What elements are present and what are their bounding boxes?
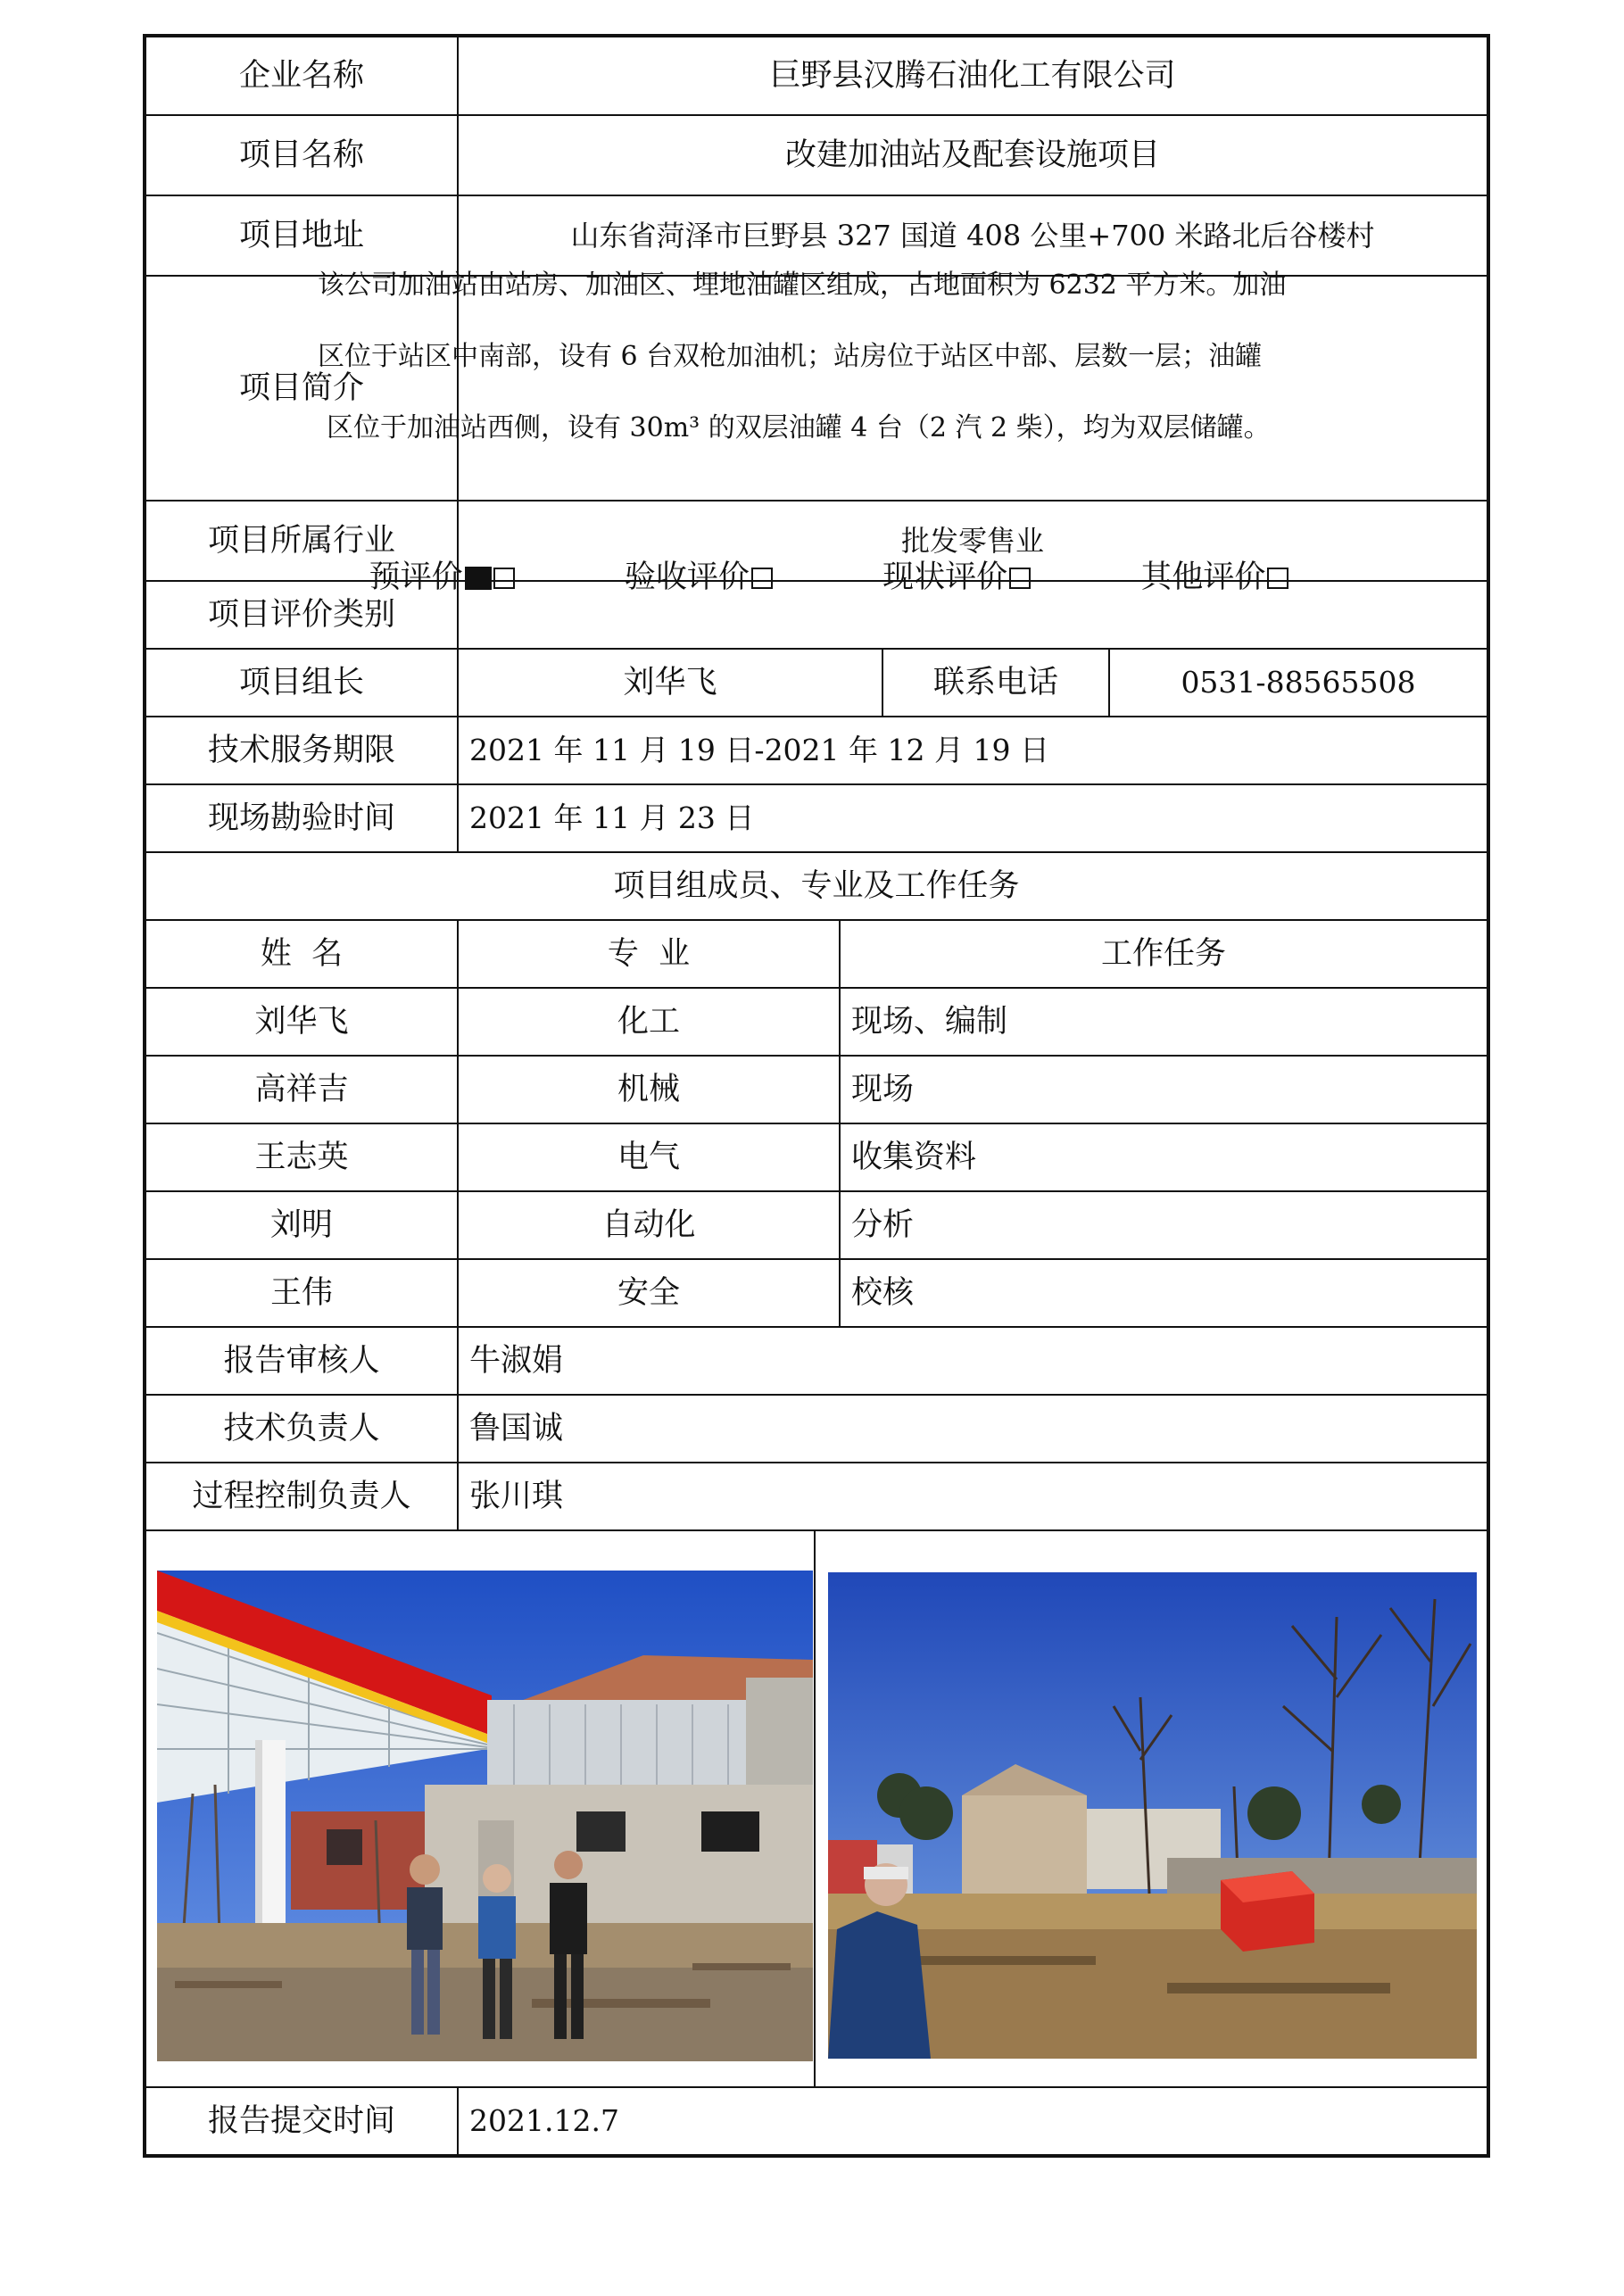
reviewer-label: 报告审核人 — [223, 1343, 380, 1379]
evaluation-type-label: 项目评价类别 — [207, 597, 395, 633]
member-name: 王志英 — [254, 1140, 349, 1175]
intro-line: 区位于站区中南部，设有 6 台双枪加油机；站房位于站区中部、层数一层；油罐 — [318, 341, 1263, 372]
members-header-name: 姓 名 — [260, 936, 344, 972]
process-lead-value: 张川琪 — [469, 1479, 564, 1514]
service-period-label: 技术服务期限 — [207, 733, 395, 768]
evaluation-option-acceptance: 验收评价 — [625, 552, 773, 597]
intro-line: 区位于加油站西侧，设有 30m³ 的双层油罐 4 台（2 汽 2 柴），均为双层储罐。 — [327, 412, 1271, 443]
project-name-label: 项目名称 — [238, 137, 364, 173]
member-task: 现场、编制 — [851, 1004, 1008, 1040]
checked-box-icon — [465, 567, 492, 590]
gas-station-site-photo — [157, 1571, 813, 2061]
members-title: 项目组成员、专业及工作任务 — [613, 868, 1020, 904]
industry-label: 项目所属行业 — [207, 523, 395, 559]
intro-line: 该公司加油站由站房、加油区、埋地油罐区组成，占地面积为 6232 平方米。加油 — [318, 269, 1287, 301]
member-task: 校核 — [851, 1275, 915, 1311]
member-task: 收集资料 — [851, 1140, 977, 1175]
project-address-label: 项目地址 — [238, 218, 364, 253]
submit-time-value: 2021.12.7 — [469, 2103, 619, 2139]
member-task: 分析 — [851, 1207, 915, 1243]
members-header-task: 工作任务 — [1100, 936, 1226, 972]
company-value: 巨野县汉腾石油化工有限公司 — [769, 58, 1176, 94]
member-major: 化工 — [617, 1004, 680, 1040]
checkbox-icon — [1009, 568, 1031, 589]
tech-lead-value: 鲁国诚 — [469, 1411, 564, 1446]
member-major: 机械 — [617, 1072, 680, 1107]
project-intro-label: 项目简介 — [238, 370, 364, 406]
members-header-major: 专 业 — [607, 936, 691, 972]
evaluation-option-status: 现状评价 — [882, 552, 1031, 597]
industry-value: 批发零售业 — [900, 523, 1044, 558]
leader-value: 刘华飞 — [623, 665, 717, 700]
project-address-value: 山东省菏泽市巨野县 327 国道 408 公里+700 米路北后谷楼村 — [570, 218, 1375, 253]
member-name: 刘华飞 — [254, 1004, 349, 1040]
tech-lead-label: 技术负责人 — [223, 1411, 380, 1446]
member-name: 高祥吉 — [254, 1072, 349, 1107]
process-lead-label: 过程控制负责人 — [192, 1479, 411, 1514]
checkbox-icon — [493, 568, 515, 589]
evaluation-type-options — [314, 542, 1344, 608]
member-task: 现场 — [851, 1072, 915, 1107]
evaluation-option-pre: 预评价 — [369, 552, 515, 597]
member-major: 电气 — [617, 1140, 680, 1175]
member-major: 自动化 — [601, 1207, 696, 1243]
company-label: 企业名称 — [238, 58, 364, 94]
survey-time-value: 2021 年 11 月 23 日 — [469, 800, 755, 836]
checkbox-icon — [1267, 568, 1288, 589]
member-name: 刘明 — [269, 1207, 333, 1243]
tank-area-site-photo — [828, 1572, 1477, 2059]
project-name-value: 改建加油站及配套设施项目 — [784, 137, 1160, 173]
service-period-value: 2021 年 11 月 19 日-2021 年 12 月 19 日 — [469, 733, 1049, 768]
member-name: 王伟 — [269, 1275, 333, 1311]
leader-label: 项目组长 — [238, 665, 364, 700]
survey-time-label: 现场勘验时间 — [207, 800, 395, 836]
checkbox-icon — [751, 568, 773, 589]
member-major: 安全 — [617, 1275, 680, 1311]
phone-value: 0531-88565508 — [1181, 665, 1416, 700]
reviewer-value: 牛淑娟 — [469, 1343, 564, 1379]
evaluation-option-other: 其他评价 — [1140, 552, 1288, 597]
submit-time-label: 报告提交时间 — [207, 2103, 395, 2139]
phone-label: 联系电话 — [932, 665, 1058, 700]
